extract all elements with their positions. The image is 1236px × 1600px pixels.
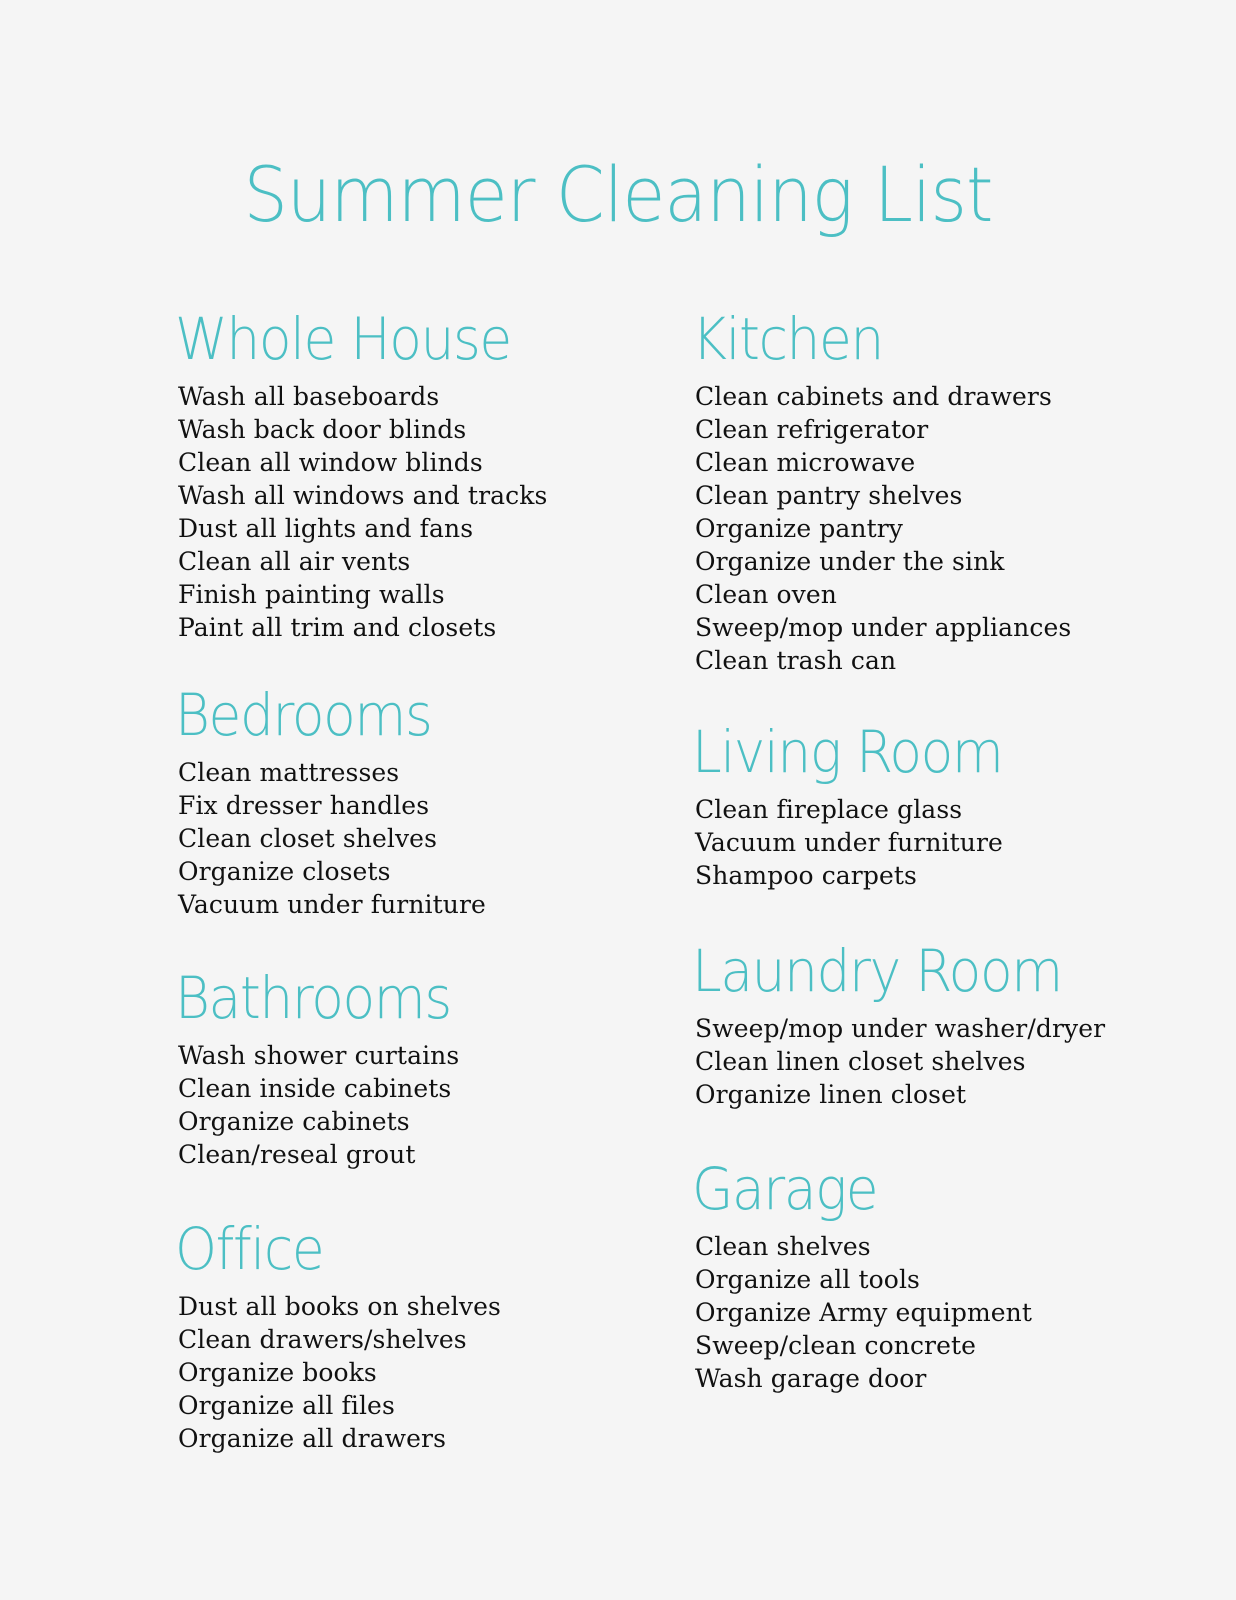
task-item: Organize pantry (695, 514, 903, 543)
section-office (175, 1216, 501, 1455)
task-list (175, 380, 547, 644)
task-item: Clean all air vents (178, 547, 411, 576)
section-heading: Whole House (175, 305, 511, 373)
task-item: Clean oven (695, 580, 837, 609)
task-item: Clean trash can (695, 646, 897, 675)
task-item: Finish painting walls (178, 580, 445, 609)
task-item: Sweep/mop under washer/dryer (695, 1014, 1106, 1043)
task-list (175, 756, 486, 921)
task-item: Shampoo carpets (695, 861, 917, 890)
task-item: Clean all window blinds (178, 448, 483, 477)
task-item: Clean inside cabinets (178, 1074, 452, 1103)
task-item: Clean pantry shelves (695, 481, 963, 510)
section-heading: Bathrooms (175, 964, 451, 1032)
task-item: Clean closet shelves (178, 824, 438, 853)
task-list (175, 1290, 501, 1455)
task-item: Clean mattresses (178, 758, 400, 787)
task-item: Clean linen closet shelves (695, 1047, 1026, 1076)
task-item: Clean cabinets and drawers (695, 382, 1052, 411)
section-laundry-room (692, 938, 1105, 1111)
section-living-room (692, 719, 1030, 892)
task-item: Sweep/mop under appliances (695, 613, 1072, 642)
task-item: Clean fireplace glass (695, 795, 963, 824)
task-item: Clean drawers/shelves (178, 1325, 467, 1354)
page-title: Summer Cleaning List (243, 150, 993, 239)
task-item: Wash all windows and tracks (178, 481, 548, 510)
section-garage (692, 1156, 1032, 1395)
section-bathrooms (175, 965, 475, 1171)
task-item: Clean shelves (695, 1232, 871, 1261)
task-item: Wash all baseboards (178, 382, 440, 411)
task-item: Wash back door blinds (178, 415, 467, 444)
task-item: Vacuum under furniture (178, 890, 486, 919)
task-list (692, 380, 1071, 677)
task-item: Fix dresser handles (178, 791, 430, 820)
task-item: Wash shower curtains (178, 1041, 460, 1070)
section-heading: Garage (692, 1155, 878, 1223)
task-item: Organize cabinets (178, 1107, 410, 1136)
task-item: Clean/reseal grout (178, 1140, 416, 1169)
task-item: Organize all tools (695, 1265, 920, 1294)
task-list (692, 1012, 1105, 1111)
section-kitchen (692, 306, 1071, 677)
section-whole-house (175, 306, 547, 644)
task-item: Organize books (178, 1358, 377, 1387)
section-heading: Bedrooms (175, 681, 432, 749)
task-item: Organize all files (178, 1391, 395, 1420)
task-list (175, 1039, 475, 1171)
task-list (692, 793, 1030, 892)
task-item: Clean refrigerator (695, 415, 929, 444)
section-heading: Living Room (692, 718, 1003, 786)
task-item: Organize all drawers (178, 1424, 447, 1453)
section-bedrooms (175, 682, 486, 921)
task-item: Organize linen closet (695, 1080, 967, 1109)
task-item: Organize under the sink (695, 547, 1005, 576)
task-item: Dust all lights and fans (178, 514, 474, 543)
task-item: Dust all books on shelves (178, 1292, 501, 1321)
task-item: Wash garage door (695, 1364, 927, 1393)
section-heading: Office (175, 1215, 324, 1283)
task-item: Sweep/clean concrete (695, 1331, 977, 1360)
task-item: Clean microwave (695, 448, 916, 477)
task-item: Organize Army equipment (695, 1298, 1032, 1327)
task-item: Organize closets (178, 857, 391, 886)
task-item: Vacuum under furniture (695, 828, 1003, 857)
task-item: Paint all trim and closets (178, 613, 497, 642)
section-heading: Laundry Room (692, 937, 1062, 1005)
section-heading: Kitchen (692, 305, 883, 373)
task-list (692, 1230, 1032, 1395)
